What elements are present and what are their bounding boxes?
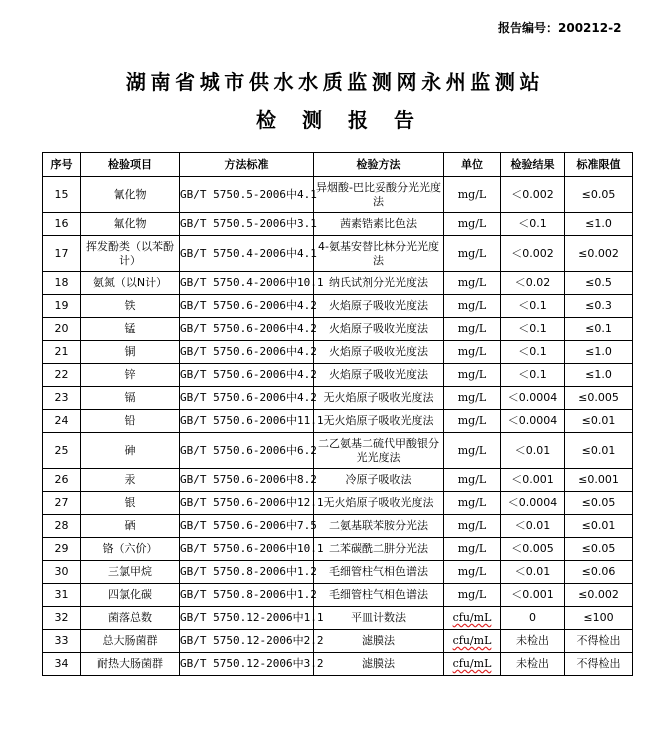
cell-method: 二乙氨基二硫代甲酸银分光光度法 bbox=[314, 433, 444, 469]
cell-item: 总大肠菌群 bbox=[81, 630, 180, 653]
cell-no: 24 bbox=[43, 410, 81, 433]
cell-unit: mg/L bbox=[444, 584, 501, 607]
cell-limit: ≤0.005 bbox=[565, 387, 633, 410]
report-number: 报告编号：200212-2 bbox=[498, 21, 622, 35]
table-row bbox=[43, 318, 633, 341]
cell-limit: ≤0.06 bbox=[565, 561, 633, 584]
cell-item: 菌落总数 bbox=[81, 607, 180, 630]
cell-no: 25 bbox=[43, 433, 81, 469]
cell-limit: ≤0.5 bbox=[565, 272, 633, 295]
cell-limit: ≤0.01 bbox=[565, 433, 633, 469]
cell-item: 铬（六价） bbox=[81, 538, 180, 561]
header-no: 序号 bbox=[43, 153, 81, 177]
cell-limit: 不得检出 bbox=[565, 653, 633, 676]
cell-item: 铜 bbox=[81, 341, 180, 364]
cell-standard: GB/T 5750.8-2006中1.2 bbox=[180, 561, 314, 584]
cell-limit: ≤0.1 bbox=[565, 318, 633, 341]
cell-item: 锌 bbox=[81, 364, 180, 387]
header-unit: 单位 bbox=[444, 153, 501, 177]
cell-method: 火焰原子吸收光度法 bbox=[314, 364, 444, 387]
cell-unit: mg/L bbox=[444, 213, 501, 236]
cell-standard: GB/T 5750.6-2006中10.1 bbox=[180, 538, 314, 561]
cell-result: ＜0.0004 bbox=[501, 492, 565, 515]
cell-method: 火焰原子吸收光度法 bbox=[314, 295, 444, 318]
table-row bbox=[43, 515, 633, 538]
cell-method: 二氨基联苯胺分光法 bbox=[314, 515, 444, 538]
cell-unit: mg/L bbox=[444, 469, 501, 492]
cell-item: 耐热大肠菌群 bbox=[81, 653, 180, 676]
cell-standard: GB/T 5750.6-2006中12.1 bbox=[180, 492, 314, 515]
cell-method: 无火焰原子吸收光度法 bbox=[314, 492, 444, 515]
table-row bbox=[43, 387, 633, 410]
table-row bbox=[43, 469, 633, 492]
cell-method: 纳氏试剂分光光度法 bbox=[314, 272, 444, 295]
cell-no: 31 bbox=[43, 584, 81, 607]
cell-result: ＜0.002 bbox=[501, 177, 565, 213]
cell-result: ＜0.001 bbox=[501, 584, 565, 607]
table-row bbox=[43, 364, 633, 387]
cell-method: 冷原子吸收法 bbox=[314, 469, 444, 492]
cell-no: 17 bbox=[43, 236, 81, 272]
cell-standard: GB/T 5750.4-2006中10.1 bbox=[180, 272, 314, 295]
cell-unit: mg/L bbox=[444, 433, 501, 469]
cell-item: 镉 bbox=[81, 387, 180, 410]
cell-result: ＜0.1 bbox=[501, 318, 565, 341]
table-row bbox=[43, 607, 633, 630]
cell-unit: mg/L bbox=[444, 387, 501, 410]
test-results-table bbox=[42, 152, 633, 676]
header-result: 检验结果 bbox=[501, 153, 565, 177]
cell-item: 锰 bbox=[81, 318, 180, 341]
cell-method: 毛细管柱气相色谱法 bbox=[314, 561, 444, 584]
cell-method: 滤膜法 bbox=[314, 630, 444, 653]
cell-standard: GB/T 5750.4-2006中4.1 bbox=[180, 236, 314, 272]
header-limit: 标准限值 bbox=[565, 153, 633, 177]
cell-limit: ≤0.01 bbox=[565, 515, 633, 538]
cell-item: 硒 bbox=[81, 515, 180, 538]
cell-limit: ≤0.05 bbox=[565, 492, 633, 515]
cell-unit: mg/L bbox=[444, 318, 501, 341]
table-row bbox=[43, 236, 633, 272]
cell-method: 平皿计数法 bbox=[314, 607, 444, 630]
cell-limit: ≤0.3 bbox=[565, 295, 633, 318]
header-method: 检验方法 bbox=[314, 153, 444, 177]
cell-standard: GB/T 5750.6-2006中4.2 bbox=[180, 341, 314, 364]
cell-no: 34 bbox=[43, 653, 81, 676]
cell-limit: ≤0.01 bbox=[565, 410, 633, 433]
cell-no: 22 bbox=[43, 364, 81, 387]
cell-method: 火焰原子吸收光度法 bbox=[314, 318, 444, 341]
cell-standard: GB/T 5750.6-2006中4.2 bbox=[180, 387, 314, 410]
cell-result: ＜0.01 bbox=[501, 561, 565, 584]
cell-result: 0 bbox=[501, 607, 565, 630]
cell-standard: GB/T 5750.6-2006中11.1 bbox=[180, 410, 314, 433]
cell-result: ＜0.1 bbox=[501, 341, 565, 364]
cell-no: 27 bbox=[43, 492, 81, 515]
cell-standard: GB/T 5750.6-2006中4.2 bbox=[180, 364, 314, 387]
table-row bbox=[43, 492, 633, 515]
cell-method: 火焰原子吸收光度法 bbox=[314, 341, 444, 364]
table-row bbox=[43, 272, 633, 295]
cell-limit: ≤0.002 bbox=[565, 584, 633, 607]
cell-item: 银 bbox=[81, 492, 180, 515]
cell-standard: GB/T 5750.5-2006中3.1 bbox=[180, 213, 314, 236]
cell-unit: mg/L bbox=[444, 538, 501, 561]
table-row bbox=[43, 295, 633, 318]
cell-unit: mg/L bbox=[444, 561, 501, 584]
table-row bbox=[43, 561, 633, 584]
cell-method: 毛细管柱气相色谱法 bbox=[314, 584, 444, 607]
cell-limit: ≤1.0 bbox=[565, 364, 633, 387]
cell-item: 汞 bbox=[81, 469, 180, 492]
cell-limit: ≤0.05 bbox=[565, 538, 633, 561]
cell-result: ＜0.1 bbox=[501, 295, 565, 318]
cell-result: ＜0.005 bbox=[501, 538, 565, 561]
cell-unit: cfu/mL bbox=[444, 607, 501, 630]
cell-no: 33 bbox=[43, 630, 81, 653]
table-row bbox=[43, 341, 633, 364]
cell-item: 三氯甲烷 bbox=[81, 561, 180, 584]
cell-standard: GB/T 5750.6-2006中7.5 bbox=[180, 515, 314, 538]
cell-standard: GB/T 5750.6-2006中4.2 bbox=[180, 295, 314, 318]
cell-item: 铅 bbox=[81, 410, 180, 433]
cell-unit: cfu/mL bbox=[444, 630, 501, 653]
cell-standard: GB/T 5750.12-2006中1.1 bbox=[180, 607, 314, 630]
cell-method: 无火焰原子吸收光度法 bbox=[314, 387, 444, 410]
cell-unit: cfu/mL bbox=[444, 653, 501, 676]
cell-no: 30 bbox=[43, 561, 81, 584]
cell-no: 23 bbox=[43, 387, 81, 410]
cell-unit: mg/L bbox=[444, 410, 501, 433]
cell-limit: ≤0.001 bbox=[565, 469, 633, 492]
cell-no: 21 bbox=[43, 341, 81, 364]
cell-result: ＜0.02 bbox=[501, 272, 565, 295]
cell-item: 四氯化碳 bbox=[81, 584, 180, 607]
table-row bbox=[43, 584, 633, 607]
cell-unit: mg/L bbox=[444, 364, 501, 387]
cell-no: 18 bbox=[43, 272, 81, 295]
cell-method: 4-氨基安替比林分光光度法 bbox=[314, 236, 444, 272]
cell-standard: GB/T 5750.6-2006中6.2 bbox=[180, 433, 314, 469]
cell-result: ＜0.1 bbox=[501, 213, 565, 236]
header-item: 检验项目 bbox=[81, 153, 180, 177]
report-title: 湖南省城市供水水质监测网永州监测站 bbox=[125, 70, 545, 94]
cell-method: 异烟酸-巴比妥酸分光光度法 bbox=[314, 177, 444, 213]
cell-item: 氰化物 bbox=[81, 177, 180, 213]
cell-item: 砷 bbox=[81, 433, 180, 469]
cell-result: ＜0.0004 bbox=[501, 410, 565, 433]
cell-no: 16 bbox=[43, 213, 81, 236]
cell-item: 氟化物 bbox=[81, 213, 180, 236]
cell-result: ＜0.001 bbox=[501, 469, 565, 492]
cell-unit: mg/L bbox=[444, 272, 501, 295]
cell-limit: ≤1.0 bbox=[565, 341, 633, 364]
cell-item: 铁 bbox=[81, 295, 180, 318]
cell-limit: 不得检出 bbox=[565, 630, 633, 653]
cell-no: 29 bbox=[43, 538, 81, 561]
cell-unit: mg/L bbox=[444, 295, 501, 318]
cell-no: 28 bbox=[43, 515, 81, 538]
cell-limit: ≤1.0 bbox=[565, 213, 633, 236]
cell-standard: GB/T 5750.8-2006中1.2 bbox=[180, 584, 314, 607]
cell-result: ＜0.01 bbox=[501, 433, 565, 469]
cell-standard: GB/T 5750.12-2006中2.2 bbox=[180, 630, 314, 653]
cell-result: 未检出 bbox=[501, 630, 565, 653]
cell-unit: mg/L bbox=[444, 515, 501, 538]
cell-result: ＜0.1 bbox=[501, 364, 565, 387]
cell-no: 26 bbox=[43, 469, 81, 492]
table-body bbox=[43, 177, 633, 676]
table-row bbox=[43, 630, 633, 653]
table-row bbox=[43, 538, 633, 561]
cell-standard: GB/T 5750.12-2006中3.2 bbox=[180, 653, 314, 676]
cell-unit: mg/L bbox=[444, 177, 501, 213]
cell-no: 15 bbox=[43, 177, 81, 213]
cell-unit: mg/L bbox=[444, 492, 501, 515]
table-row bbox=[43, 177, 633, 213]
header-standard: 方法标准 bbox=[180, 153, 314, 177]
cell-result: ＜0.002 bbox=[501, 236, 565, 272]
cell-no: 32 bbox=[43, 607, 81, 630]
cell-limit: ≤100 bbox=[565, 607, 633, 630]
table-row bbox=[43, 213, 633, 236]
cell-no: 20 bbox=[43, 318, 81, 341]
cell-item: 挥发酚类（以苯酚计） bbox=[81, 236, 180, 272]
report-subtitle: 检测报告 bbox=[256, 108, 440, 132]
cell-standard: GB/T 5750.6-2006中8.2 bbox=[180, 469, 314, 492]
cell-method: 茜素锆素比色法 bbox=[314, 213, 444, 236]
cell-item: 氨氮（以N计） bbox=[81, 272, 180, 295]
cell-standard: GB/T 5750.6-2006中4.2 bbox=[180, 318, 314, 341]
cell-method: 二苯碳酰二肼分光法 bbox=[314, 538, 444, 561]
cell-limit: ≤0.05 bbox=[565, 177, 633, 213]
cell-unit: mg/L bbox=[444, 341, 501, 364]
table-row bbox=[43, 433, 633, 469]
cell-no: 19 bbox=[43, 295, 81, 318]
cell-result: ＜0.0004 bbox=[501, 387, 565, 410]
table-row bbox=[43, 410, 633, 433]
table-header-row bbox=[43, 153, 633, 177]
cell-unit: mg/L bbox=[444, 236, 501, 272]
table-row bbox=[43, 653, 633, 676]
cell-limit: ≤0.002 bbox=[565, 236, 633, 272]
cell-result: ＜0.01 bbox=[501, 515, 565, 538]
cell-method: 无火焰原子吸收光度法 bbox=[314, 410, 444, 433]
cell-result: 未检出 bbox=[501, 653, 565, 676]
cell-standard: GB/T 5750.5-2006中4.1 bbox=[180, 177, 314, 213]
cell-method: 滤膜法 bbox=[314, 653, 444, 676]
